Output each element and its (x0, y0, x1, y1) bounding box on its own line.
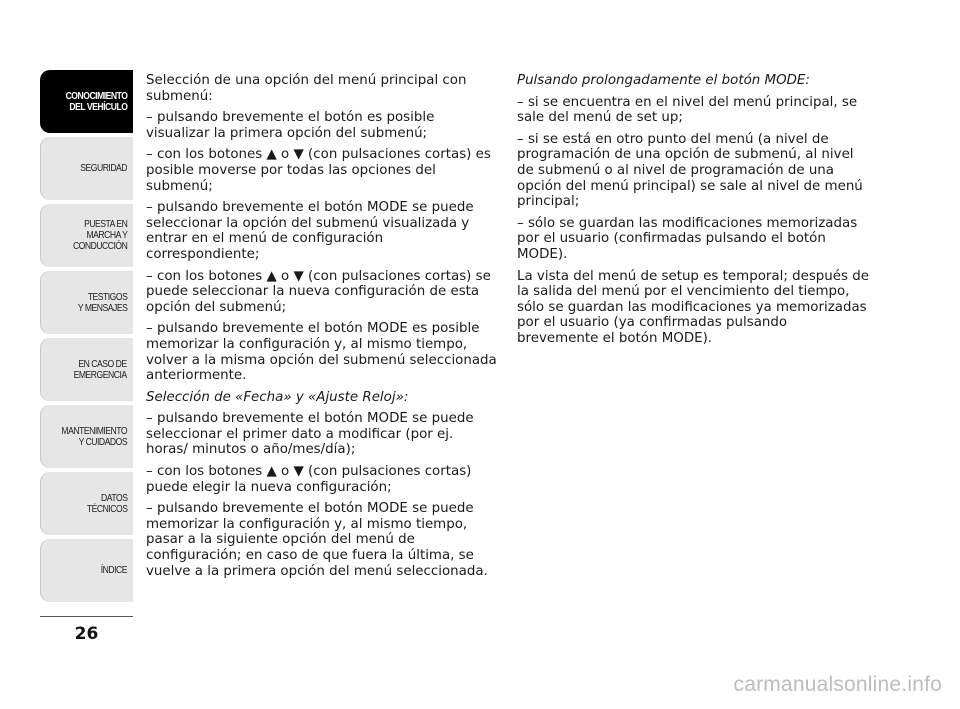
paragraph: La vista del menú de setup es temporal; después de la salida del menú por el vencimiento del tiempo, sólo se guardan las modificaciones ya memorizadas por el usuario (ya confirmadas pulsando brevemente el botón MODE). (517, 268, 869, 346)
tab-label: TESTIGOS Y MENSAJES (77, 290, 127, 314)
tab-en-caso-de-emergencia[interactable] (40, 338, 133, 401)
tab-label: DATOS TÉCNICOS (86, 491, 127, 515)
page-number: 26 (74, 624, 99, 644)
paragraph: – pulsando brevemente el botón MODE se puede seleccionar el primer dato a modificar (por ej. horas/ minutos o año/mes/día); (146, 411, 474, 458)
chapter-tabs (40, 70, 133, 606)
paragraph: – con los botones ▲ o ▼ (con pulsaciones cortas) es posible moverse por todas las opciones del submenú; (146, 147, 491, 194)
watermark-text: carmanualsonline.info (733, 673, 942, 696)
paragraph: – sólo se guardan las modificaciones memorizadas por el usuario (confirmadas pulsando el botón MODE). (517, 215, 858, 262)
tab-testigos-y-mensajes[interactable] (40, 271, 133, 334)
paragraph: Selección de una opción del menú principal con submenú: (146, 73, 467, 104)
tab-label: SEGURIDAD (80, 162, 127, 174)
tab-label: EN CASO DE EMERGENCIA (74, 357, 127, 381)
paragraph: – si se encuentra en el nivel del menú principal, se sale del menú de set up; (517, 94, 858, 126)
section-heading: Pulsando prolongadamente el botón MODE: (517, 73, 810, 88)
paragraph: – pulsando brevemente el botón MODE es posible memorizar la configuración y, al mismo tiempo, volver a la misma opción del submenú seleccionada anteriormente. (146, 321, 497, 384)
tab-puesta-en-marcha[interactable] (40, 204, 133, 267)
right-text-column (517, 73, 869, 353)
paragraph: – pulsando brevemente el botón MODE se puede memorizar la configuración y, al mismo tiempo, pasar a la siguiente opción del menú de configuración; en caso de que fuera la última, se vuelve a la primera opción del menú seleccionada. (146, 501, 488, 579)
paragraph: – pulsando brevemente el botón es posible visualizar la primera opción del submenú; (146, 110, 435, 141)
tab-mantenimiento[interactable] (40, 405, 133, 468)
tab-seguridad[interactable] (40, 137, 133, 200)
paragraph: – pulsando brevemente el botón MODE se puede seleccionar la opción del submenú visualizada y entrar en el menú de configuración correspondiente; (146, 200, 474, 262)
tab-conocimiento-del-vehiculo[interactable] (40, 70, 133, 133)
tab-label: MANTENIMIENTO Y CUIDADOS (61, 424, 127, 448)
paragraph: – si se está en otro punto del menú (a nivel de programación de una opción de submenú, al nivel de submenú o al nivel de programación de una opción del menú principal) se sale al nivel de menú principal; (517, 131, 863, 210)
paragraph: – con los botones ▲ o ▼ (con pulsaciones cortas) se puede seleccionar la nueva configuración de esta opción del submenú; (146, 268, 491, 315)
tab-datos-tecnicos[interactable] (40, 472, 133, 535)
tab-label: ÍNDICE (100, 564, 127, 576)
tab-indice[interactable] (40, 539, 133, 602)
paragraph: – con los botones ▲ o ▼ (con pulsaciones cortas) puede elegir la nueva configuración; (146, 464, 472, 495)
left-text-column (146, 73, 498, 585)
sidebar-divider (40, 616, 133, 617)
tab-label: CONOCIMIENTO DEL VEHÍCULO (65, 89, 127, 113)
section-heading: Selección de «Fecha» y «Ajuste Reloj»: (146, 389, 409, 405)
tab-label: PUESTA EN MARCHA Y CONDUCCIÓN (72, 218, 127, 252)
